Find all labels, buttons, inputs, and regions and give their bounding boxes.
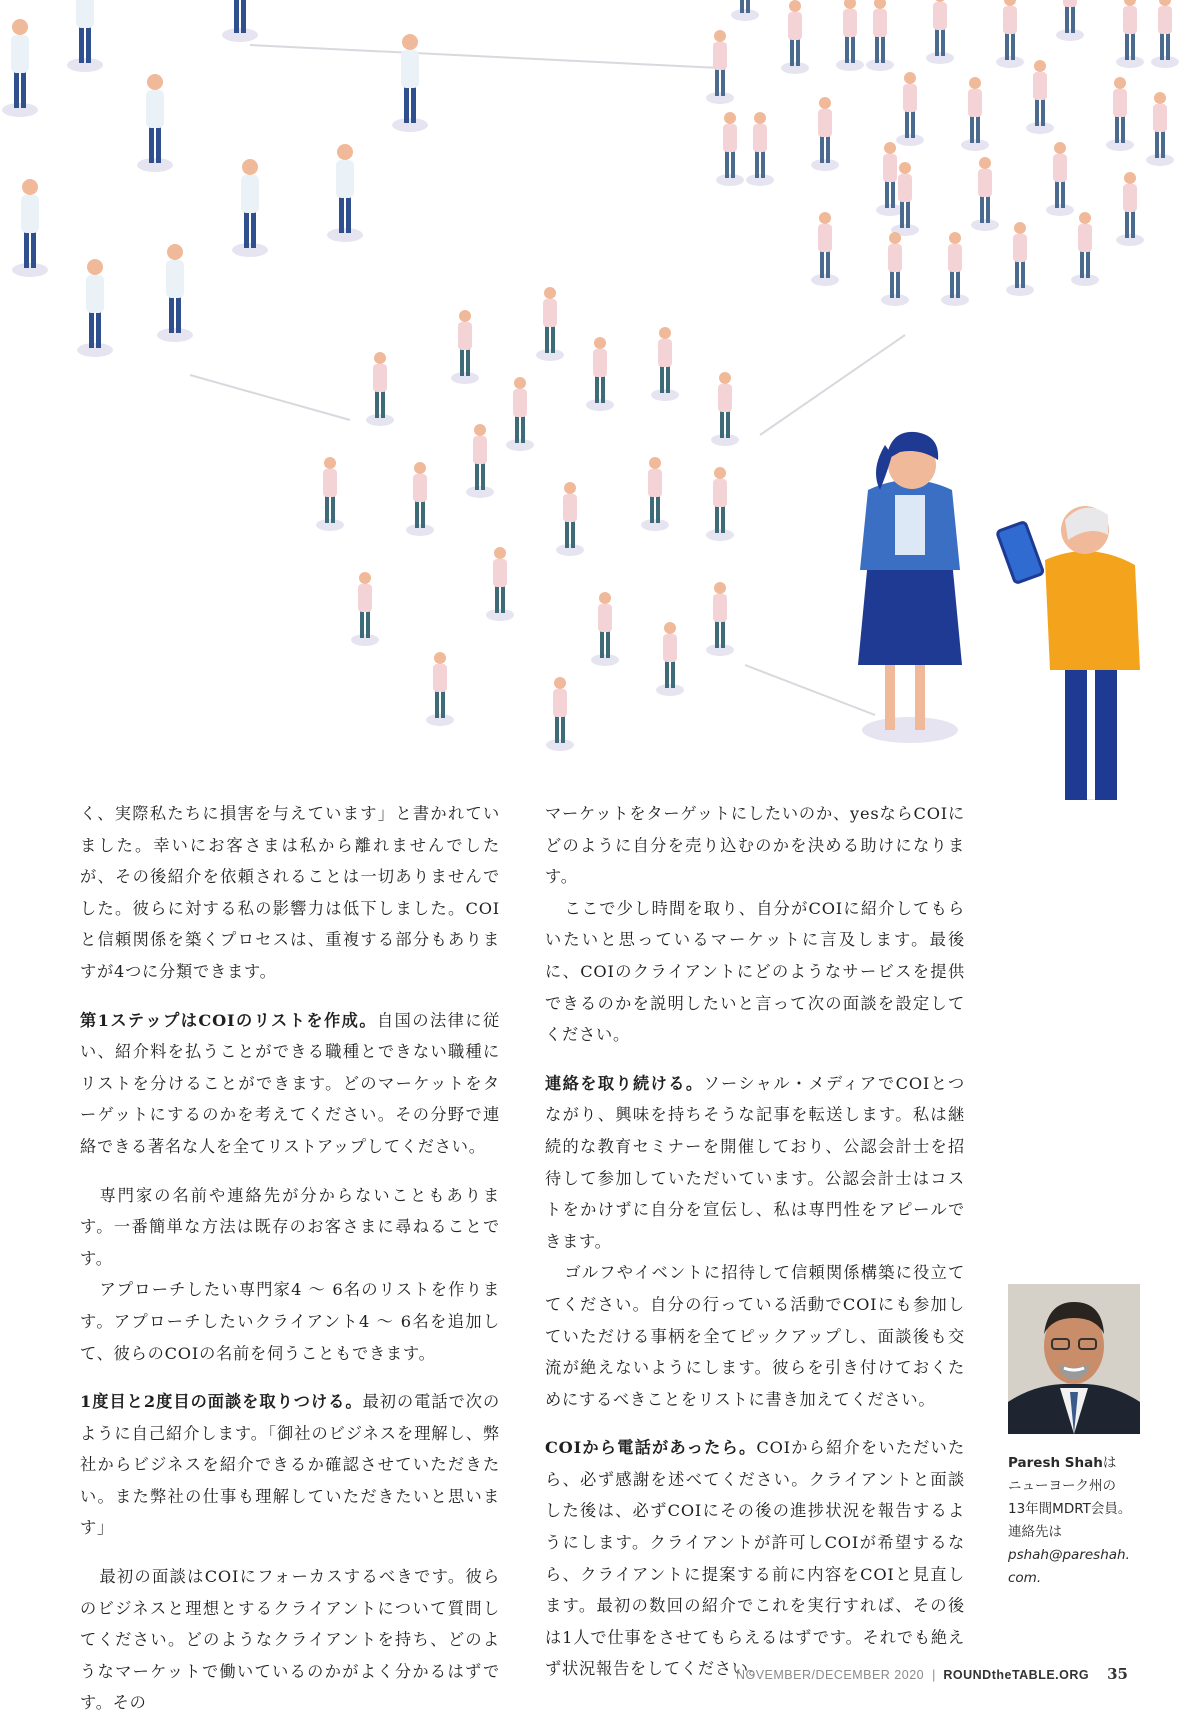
paragraph: 専門家の名前や連絡先が分からないこともあります。一番簡単な方法は既存のお客さまに尋ねることです。 [80, 1185, 500, 1268]
issue-date: NOVEMBER/DECEMBER 2020 [735, 1668, 925, 1682]
page-footer [736, 1665, 1128, 1683]
woman-figure-icon [858, 432, 962, 743]
author-bio-line: 連絡先は [1008, 1524, 1062, 1540]
author-bio: Paresh Shahは ニューヨーク州の 13年間MDRT会員。 連絡先は pshah@pareshah. com. [1008, 1452, 1168, 1590]
footer-separator: | [932, 1668, 936, 1682]
paragraph: 第1ステップはCOIのリストを作成。自国の法律に従い、紹介料を払うことができる職種とできない職種にリストを分けることができます。どのマーケットをターゲットにするのかを考えてください。その分野で連絡できる著名な人を全てリストアップしてください。 [80, 1010, 500, 1156]
section-heading: 1度目と2度目の面談を取りつける。 [80, 1392, 363, 1412]
author-email[interactable]: pshah@pareshah. [1008, 1547, 1130, 1563]
section-heading: 第1ステップはCOIのリストを作成。 [80, 1010, 378, 1030]
paragraph: マーケットをターゲットにしたいのか、yesならCOIにどのように自分を売り込むのかを決める助けになります。 [545, 804, 965, 887]
man-with-tablet-icon [997, 506, 1140, 800]
author-bio-line: 13年間MDRT会員。 [1008, 1501, 1132, 1517]
paragraph: ゴルフやイベントに招待して信頼関係構築に役立ててください。自分の行っている活動でCOIにも参加していただける事柄を全てピックアップし、面談後も交流が絶えないようにします。彼らを引き付けておくためにするべきことをリストに書き加えてください。 [545, 1263, 965, 1409]
paragraph: 1度目と2度目の面談を取りつける。最初の電話で次のように自己紹介します。「御社のビジネスを理解し、弊社からビジネスを紹介できるか確認させていただきたい。また弊社の仕事も理解していただきたいと思います」 [80, 1392, 500, 1538]
paragraph: アプローチしたい専門家4 ～ 6名のリストを作ります。アプローチしたいクライアント4 ～ 6名を追加して、彼らのCOIの名前を伺うこともできます。 [80, 1280, 500, 1363]
section-heading: 連絡を取り続ける。 [545, 1073, 704, 1093]
paragraph: 最初の面談はCOIにフォーカスするべきです。彼らのビジネスと理想とするクライアントについて質問してください。どのようなクライアントを持ち、どのようなマーケットで働いているのかがよく分かるはずです。その [80, 1567, 500, 1713]
text-column-left [80, 798, 500, 1719]
author-portrait-icon [1008, 1284, 1140, 1434]
website-link[interactable]: ROUNDtheTABLE.ORG [943, 1668, 1090, 1682]
paragraph: く、実際私たちに損害を与えています」と書かれていました。幸いにお客さまは私から離れませんでしたが、その後紹介を依頼されることは一切ありませんでした。彼らに対する私の影響力は低下しました。COIと信頼関係を築くプロセスは、重複する部分もありますが4つに分類できます。 [80, 804, 500, 981]
author-name: Paresh Shah [1008, 1455, 1103, 1471]
author-bio-line: ニューヨーク州の [1008, 1478, 1116, 1494]
text-column-right [545, 798, 965, 1702]
author-email-cont[interactable]: com. [1008, 1570, 1042, 1586]
paragraph: COIから電話があったら。COIから紹介をいただいたら、必ず感謝を述べてください。クライアントと面談した後は、必ずCOIにその後の進捗状況を報告するようにします。クライアントが許可しCOIが希望するなら、クライアントに提案する前に内容をCOIと見直します。最初の数回の紹介でこれを実行すれば、その後は1人で仕事をさせてもらえるはずです。それでも絶えず状況報告をしてください。 [545, 1438, 966, 1679]
paragraph: ここで少し時間を取り、自分がCOIに紹介してもらいたいと思っているマーケットに言及します。最後に、COIのクライアントにどのようなサービスを提供できるのかを説明したいと言って次の面談を設定してください。 [545, 898, 965, 1045]
author-photo [1008, 1284, 1140, 1434]
paragraph: 連絡を取り続ける。ソーシャル・メディアでCOIとつながり、興味を持ちそうな記事を転送します。私は継続的な教育セミナーを開催しており、公認会計士を招待して参加していただいています。公認会計士はコストをかけずに自分を宣伝し、私は専門性をアピールできます。 [545, 1073, 965, 1251]
crowd-network-illustration [0, 0, 1200, 800]
page-number: 35 [1107, 1665, 1128, 1683]
section-heading: COIから電話があったら。 [545, 1438, 757, 1458]
